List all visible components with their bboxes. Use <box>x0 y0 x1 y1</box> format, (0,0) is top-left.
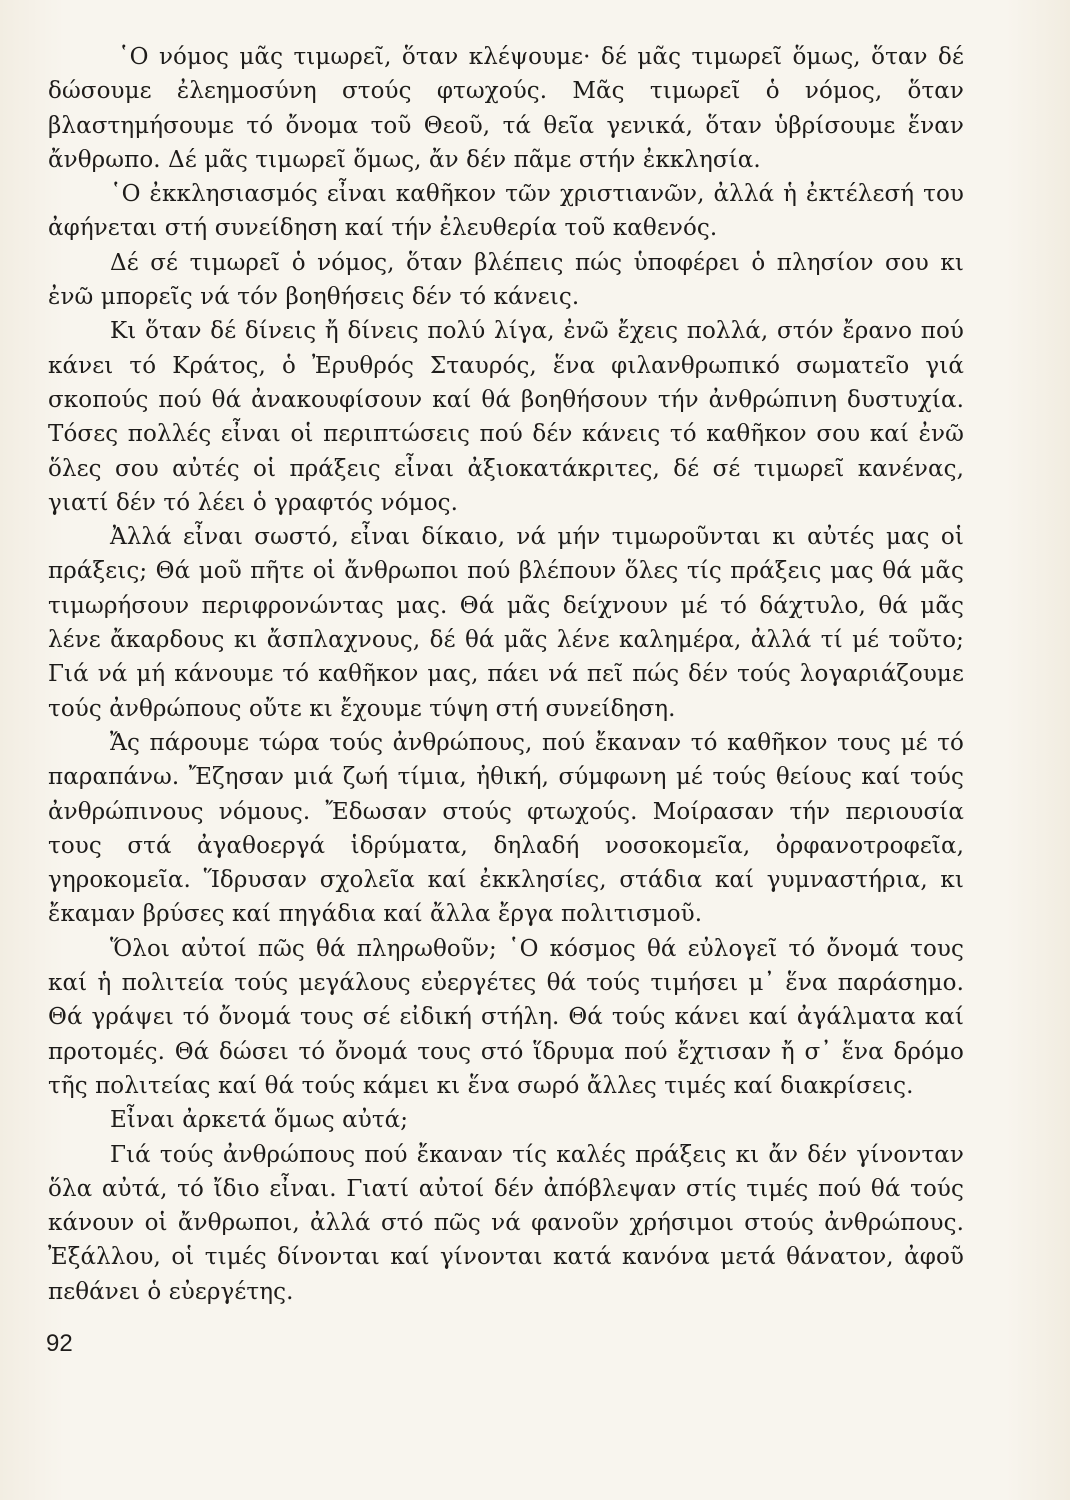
paragraph-5: Ἀλλά εἶναι σωστό, εἶναι δίκαιο, νά μήν τιμωροῦνται κι αὐτές μας οἱ πράξεις; Θά μοῦ πῆτε οἱ ἄνθρωποι πού βλέπουν ὅλες τίς πράξεις μας θά μᾶς τιμωρήσουν περιφρονώντας μας. Θά μᾶς δείχνουν μέ τό δάχτυλο, θά μᾶς λένε ἄκαρδους κι ἄσπλαχνους, δέ θά μᾶς λένε καλημέρα, ἀλλά τί μέ τοῦτο; Γιά νά μή κάνουμε τό καθῆκον μας, πάει νά πεῖ πώς δέν τούς λογαριάζουμε τούς ἀνθρώπους οὔτε κι ἔχουμε τύψη στή συνείδηση. <box>48 524 964 722</box>
paragraph-4: Κι ὅταν δέ δίνεις ἤ δίνεις πολύ λίγα, ἐνῶ ἔχεις πολλά, στόν ἔρανο πού κάνει τό Κράτος, ὁ Ἐρυθρός Σταυρός, ἕνα φιλανθρωπικό σωματεῖο γιά σκοπούς πού θά ἀνακουφίσουν καί θά βοηθήσουν τήν ἀνθρώπινη δυστυχία. Τόσες πολλές εἶναι οἱ περιπτώσεις πού δέν κάνεις τό καθῆκον σου καί ἐνῶ ὅλες σου αὐτές οἱ πράξεις εἶναι ἀξιοκατάκριτες, δέ σέ τιμωρεῖ κανένας, γιατί δέν τό λέει ὁ γραφτός νόμος. <box>48 318 964 516</box>
page-number: 92 <box>46 1330 73 1357</box>
paragraph-2: ῾Ο ἐκκλησιασμός εἶναι καθῆκον τῶν χριστιανῶν, ἀλλά ἡ ἐκτέλεσή του ἀφήνεται στή συνείδηση καί τήν ἐλευθερία τοῦ καθενός. <box>48 181 964 242</box>
paragraph-9: Γιά τούς ἀνθρώπους πού ἔκαναν τίς καλές πράξεις κι ἄν δέν γίνονταν ὅλα αὐτά, τό ἴδιο εἶναι. Γιατί αὐτοί δέν ἀπόβλεψαν στίς τιμές πού θά τούς κάνουν οἱ ἄνθρωποι, ἀλλά στό πῶς νά φανοῦν χρήσιμοι στούς ἀνθρώπους. Ἐξάλλου, οἱ τιμές δίνονται καί γίνονται κατά κανόνα μετά θάνατον, ἀφοῦ πεθάνει ὁ εὐεργέτης. <box>48 1141 964 1305</box>
paragraph-6: Ἄς πάρουμε τώρα τούς ἀνθρώπους, πού ἔκαναν τό καθῆκον τους μέ τό παραπάνω. Ἔζησαν μιά ζωή τίμια, ἠθική, σύμφωνη μέ τούς θείους καί τούς ἀνθρώπινους νόμους. Ἔδωσαν στούς φτωχούς. Μοίρασαν τήν περιουσία τους στά ἀγαθοεργά ἱδρύματα, δηλαδή νοσοκομεῖα, ὀρφανοτροφεῖα, γηροκομεῖα. Ἵδρυσαν σχολεῖα καί ἐκκλησίες, στάδια καί γυμναστήρια, κι ἔκαμαν βρύσες καί πηγάδια καί ἄλλα ἔργα πολιτισμοῦ. <box>48 729 964 928</box>
body-text <box>48 40 964 1309</box>
paragraph-1: ῾Ο νόμος μᾶς τιμωρεῖ, ὅταν κλέψουμε· δέ μᾶς τιμωρεῖ ὅμως, ὅταν δέ δώσουμε ἐλεημοσύνη στούς φτωχούς. Μᾶς τιμωρεῖ ὁ νόμος, ὅταν βλαστημήσουμε τό ὄνομα τοῦ Θεοῦ, τά θεῖα γενικά, ὅταν ὑβρίσουμε ἕναν ἄνθρωπο. Δέ μᾶς τιμωρεῖ ὅμως, ἄν δέν πᾶμε στήν ἐκκλησία. <box>48 44 964 173</box>
paragraph-3: Δέ σέ τιμωρεῖ ὁ νόμος, ὅταν βλέπεις πώς ὑποφέρει ὁ πλησίον σου κι ἐνῶ μπορεῖς νά τόν βοηθήσεις δέν τό κάνεις. <box>48 249 964 311</box>
paragraph-8: Εἶναι ἀρκετά ὅμως αὐτά; <box>110 1107 409 1134</box>
paragraph-7: Ὅλοι αὐτοί πῶς θά πληρωθοῦν; ῾Ο κόσμος θά εὐλογεῖ τό ὄνομά τους καί ἡ πολιτεία τούς μεγάλους εὐεργέτες θά τούς τιμήσει μ᾽ ἕνα παράσημο. Θά γράψει τό ὄνομά τους σέ εἰδική στήλη. Θά τούς κάνει καί ἀγάλματα καί προτομές. Θά δώσει τό ὄνομά τους στό ἵδρυμα πού ἔχτισαν ἤ σ᾽ ἕνα δρόμο τῆς πολιτείας καί θά τούς κάμει κι ἕνα σωρό ἄλλες τιμές καί διακρίσεις. <box>48 935 964 1099</box>
